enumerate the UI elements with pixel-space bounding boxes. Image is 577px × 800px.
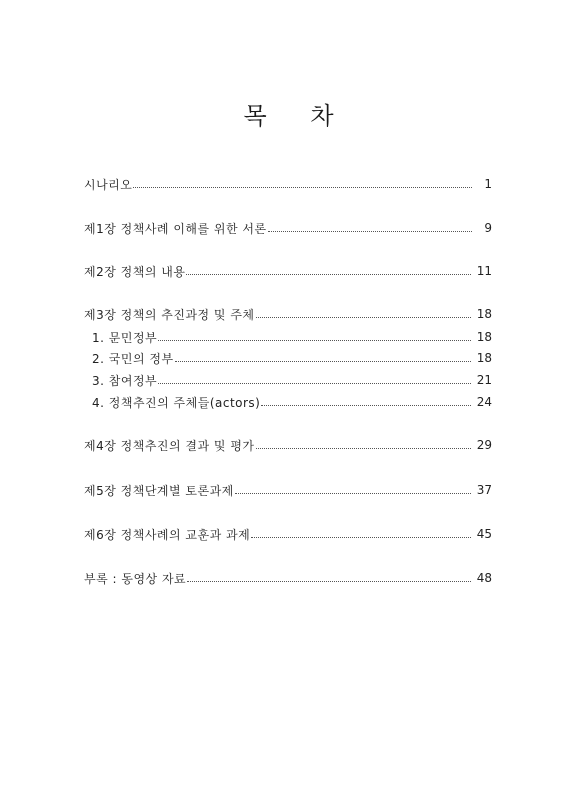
toc-entry-label: 제6장 정책사례의 교훈과 과제 (84, 527, 251, 542)
toc-page-number: 18 (476, 330, 492, 344)
toc-entry-chapter-4 (84, 436, 492, 454)
toc-page-number: 45 (476, 527, 492, 541)
toc-entry-label: 1. 문민정부 (92, 330, 158, 345)
toc-entry-label: 시나리오 (84, 177, 133, 192)
toc-entry-chapter-3 (84, 305, 492, 323)
toc-page-number: 48 (476, 571, 492, 585)
dot-leader (187, 581, 471, 582)
toc-entry-chapter-5 (84, 481, 492, 499)
toc-entry-label: 4. 정책추진의 주체들(actors) (92, 395, 261, 410)
dot-leader (158, 383, 471, 384)
toc-entry-label: 2. 국민의 정부 (92, 351, 174, 366)
dot-leader (256, 317, 471, 318)
toc-entry-label: 부록 : 동영상 자료 (84, 571, 187, 586)
toc-entry-chapter-1 (84, 219, 492, 237)
toc-entry-label: 제2장 정책의 내용 (84, 264, 186, 279)
dot-leader (235, 493, 471, 494)
dot-leader (268, 231, 472, 232)
toc-entry-label: 제3장 정책의 추진과정 및 주체 (84, 307, 255, 322)
toc-entry-section-3-1 (92, 328, 492, 346)
toc-page-number: 1 (484, 177, 492, 191)
toc-page-number: 11 (476, 264, 492, 278)
toc-entry-label: 제5장 정책단계별 토론과제 (84, 483, 234, 498)
toc-entry-chapter-2 (84, 262, 492, 280)
toc-entry-chapter-6 (84, 525, 492, 543)
toc-entry-section-3-3 (92, 371, 492, 389)
toc-page-number: 24 (476, 395, 492, 409)
dot-leader (175, 361, 471, 362)
toc-page-number: 18 (476, 351, 492, 365)
dot-leader (261, 405, 470, 406)
dot-leader (186, 274, 470, 275)
toc-page-number: 9 (484, 221, 492, 235)
toc-entry-appendix (84, 569, 492, 587)
toc-page-number: 29 (476, 438, 492, 452)
toc-entry-section-3-4 (92, 393, 492, 411)
dot-leader (251, 537, 471, 538)
toc-entry-label: 제4장 정책추진의 결과 및 평가 (84, 438, 255, 453)
dot-leader (158, 340, 471, 341)
toc-page-number: 18 (476, 307, 492, 321)
dot-leader (133, 187, 472, 188)
page-title: 목 차 (243, 102, 352, 130)
toc-page-number: 21 (476, 373, 492, 387)
toc-entry-label: 3. 참여정부 (92, 373, 158, 388)
dot-leader (256, 448, 471, 449)
toc-entry-scenario (84, 175, 492, 193)
toc-entry-section-3-2 (92, 349, 492, 367)
toc-entry-label: 제1장 정책사례 이해를 위한 서론 (84, 221, 267, 236)
toc-page-number: 37 (476, 483, 492, 497)
